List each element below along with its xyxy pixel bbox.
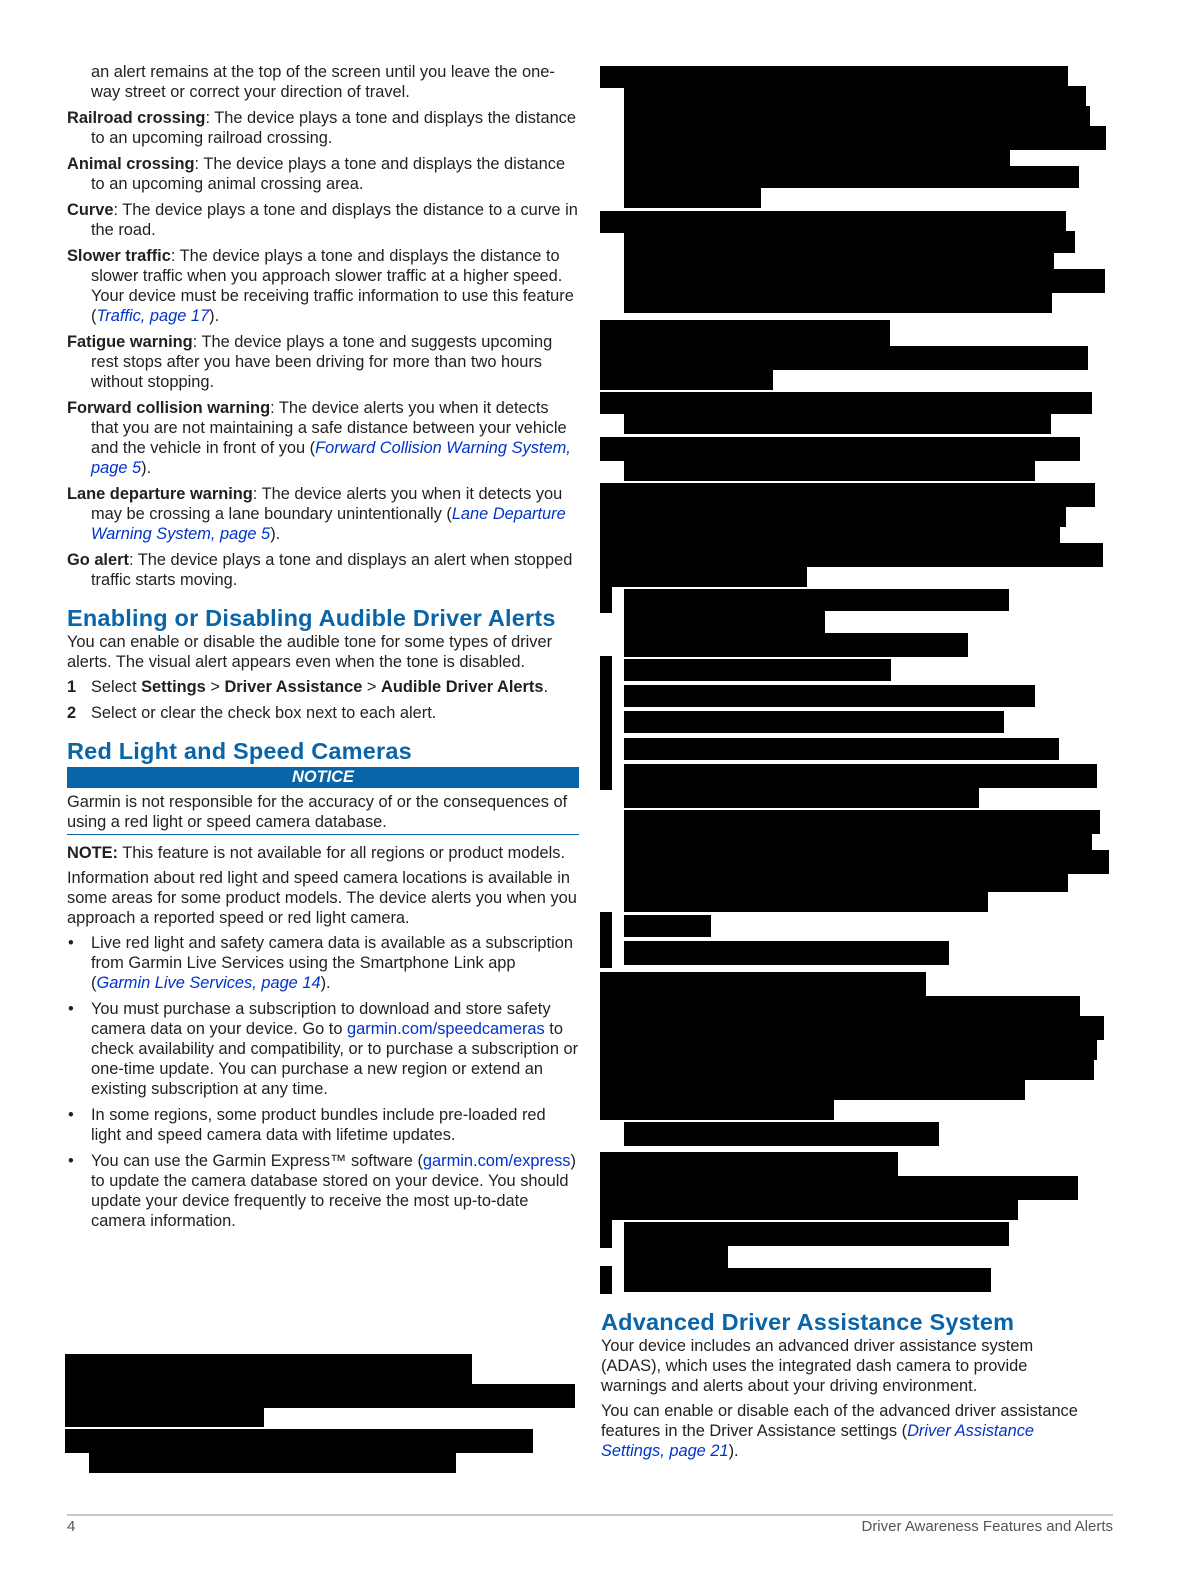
notice-text: Garmin is not responsible for the accuracy of or the consequences of using a red light or speed camera database.	[67, 788, 579, 835]
redaction-bar	[624, 738, 1059, 760]
redaction-bar	[624, 1222, 1009, 1246]
step-1: 1 Select Settings > Driver Assistance > Audible Driver Alerts.	[67, 678, 549, 696]
redaction-bar	[600, 211, 1066, 233]
alert-definition	[67, 332, 579, 392]
alert-definition	[67, 200, 579, 240]
alert-term: Curve	[67, 201, 114, 219]
redaction-bar	[600, 437, 1080, 461]
alert-definition	[67, 484, 579, 544]
alert-description: : The device plays a tone and displays the distance to an upcoming railroad crossing.	[91, 109, 576, 147]
audible-alerts-heading: Enabling or Disabling Audible Driver Alerts	[67, 605, 556, 631]
redaction-bar	[600, 656, 612, 790]
garmin-live-services-link[interactable]: Garmin Live Services, page 14	[96, 974, 321, 992]
redaction-bar	[624, 890, 988, 912]
alert-tail: ).	[209, 307, 220, 325]
alert-definition	[67, 108, 579, 148]
redaction-bar	[624, 1246, 728, 1268]
redaction-bar	[600, 525, 1060, 545]
redaction-bar	[624, 106, 1090, 128]
redaction-bar	[624, 633, 968, 657]
redaction-bar	[624, 148, 1010, 168]
redaction-bar	[600, 912, 612, 968]
redaction-bar	[624, 291, 1052, 313]
redaction-bar	[65, 1408, 264, 1427]
alert-description: : The device plays a tone and suggests upcoming rest stops after you have been driving for more than two hours without stopping.	[91, 333, 553, 391]
redaction-bar	[600, 392, 1092, 414]
redaction-bar	[600, 1152, 898, 1178]
alert-term: Railroad crossing	[67, 109, 206, 127]
alert-term: Animal crossing	[67, 155, 195, 173]
adas-body-1: Your device includes an advanced driver assistance system (ADAS), which uses the integrated dash camera to provide warnings and alerts about your driving environment.	[601, 1337, 1034, 1395]
cameras-info: Information about red light and speed camera locations is available in some areas for some product models. The device alerts you when you approach a reported speed or red light camera.	[67, 869, 577, 927]
redaction-bar	[624, 166, 1079, 188]
alert-tail: ).	[141, 459, 152, 477]
redaction-bar	[624, 915, 711, 937]
redaction-bar	[624, 659, 891, 681]
alert-description: : The device alerts you when it detects you may be crossing a lane boundary unintentionally (	[91, 485, 563, 523]
settings-menu-ref: Settings	[141, 678, 206, 696]
redaction-bar	[600, 565, 807, 587]
speedcameras-url-link[interactable]: garmin.com/speedcameras	[347, 1020, 545, 1038]
redaction-bar	[600, 543, 1103, 567]
redaction-bar	[624, 832, 1092, 852]
driver-alert-list	[67, 108, 579, 590]
redaction-bar	[624, 589, 1009, 611]
bullet-subscription: • You must purchase a subscription to download and store safety camera data on your device. Go to garmin.com/speedcameras to check availability and compatibility, or to purchase a subscription or one-time update. You can purchase a new region or extend an existing subscription at any time.	[68, 1000, 579, 1098]
audible-alerts-steps	[67, 677, 579, 723]
adas-heading: Advanced Driver Assistance System	[601, 1309, 1015, 1335]
footer-section-title: Driver Awareness Features and Alerts	[861, 1518, 1113, 1535]
redaction-bar	[600, 368, 773, 390]
redaction-bar	[600, 1098, 834, 1120]
redaction-bar	[624, 412, 1051, 434]
redaction-bar	[600, 505, 1066, 527]
redaction-bar	[624, 850, 1109, 874]
alert-description: : The device plays a tone and displays the distance to a curve in the road.	[91, 201, 578, 239]
step-2: 2 Select or clear the check box next to each alert.	[67, 704, 437, 722]
redaction-bar	[89, 1453, 456, 1473]
alert-definition	[67, 398, 579, 478]
driver-assistance-settings-link[interactable]: Driver Assistance Settings, page 21	[601, 1422, 1035, 1460]
redaction-bar	[624, 711, 1004, 733]
redaction-bar	[600, 1220, 612, 1248]
redaction-bar	[600, 996, 1080, 1018]
redaction-bar	[624, 872, 1068, 892]
alert-description: : The device plays a tone and displays the distance to an upcoming animal crossing area.	[91, 155, 566, 193]
alert-definition	[67, 154, 579, 194]
audible-driver-alerts-menu-ref: Audible Driver Alerts	[381, 678, 544, 696]
redaction-bar	[600, 587, 612, 613]
redaction-bar	[624, 251, 1054, 271]
redaction-bar	[600, 972, 926, 998]
redaction-bar	[600, 346, 1088, 370]
redaction-bar	[624, 764, 1097, 788]
cameras-heading: Red Light and Speed Cameras	[67, 738, 412, 764]
express-url-link[interactable]: garmin.com/express	[422, 1152, 571, 1170]
redaction-bar	[624, 1268, 991, 1292]
alert-definition	[67, 246, 579, 326]
redaction-bar	[624, 86, 1086, 108]
redaction-bar	[65, 1354, 472, 1384]
alert-term: Lane departure warning	[67, 485, 253, 503]
alert-cross-reference-link[interactable]: Lane Departure Warning System, page 5	[91, 505, 566, 543]
redaction-bar	[624, 685, 1035, 707]
page-number: 4	[67, 1518, 76, 1535]
redaction-bar	[624, 786, 979, 808]
redaction-bar	[600, 1198, 1018, 1220]
one-way-alert-continuation: an alert remains at the top of the screen until you leave the one-way street or correct your direction of travel.	[91, 63, 555, 101]
adas-section	[601, 1308, 1091, 1466]
bullet-express: • You can use the Garmin Express™ software (garmin.com/express) to update the camera database stored on your device. You should update your device frequently to receive the most up-to-date camera information.	[68, 1152, 576, 1230]
bullet-preloaded: • In some regions, some product bundles include pre-loaded red light and speed camera data with lifetime updates.	[68, 1106, 546, 1144]
redaction-bar	[600, 320, 890, 346]
redaction-bar	[600, 1038, 1097, 1060]
alert-description: : The device plays a tone and displays the distance to slower traffic when you approach slower traffic at a higher speed. Your device must be receiving traffic information to use this feature (	[91, 247, 574, 325]
redaction-bar	[624, 941, 949, 965]
alert-term: Fatigue warning	[67, 333, 193, 351]
notice-banner: NOTICE	[67, 767, 579, 788]
alert-tail: ).	[270, 525, 281, 543]
redaction-bar	[624, 126, 1106, 150]
cameras-note: NOTE: This feature is not available for all regions or product models.	[67, 844, 566, 862]
redaction-bar	[600, 483, 1095, 507]
redaction-bar	[600, 1016, 1104, 1040]
footer-divider	[67, 1514, 1113, 1516]
alert-description: : The device plays a tone and displays an alert when stopped traffic starts moving.	[91, 551, 573, 589]
audible-alerts-body: You can enable or disable the audible tone for some types of driver alerts. The visual alert appears even when the tone is disabled.	[67, 633, 553, 671]
adas-body-2: You can enable or disable each of the advanced driver assistance features in the Driver Assistance settings (Driver Assistance Settings, page 21).	[601, 1402, 1078, 1460]
alert-term: Forward collision warning	[67, 399, 271, 417]
bullet-live-data: • Live red light and safety camera data is available as a subscription from Garmin Live Services using the Smartphone Link app (Garmin Live Services, page 14).	[68, 934, 573, 992]
alert-cross-reference-link[interactable]: Traffic, page 17	[96, 307, 210, 325]
driver-assistance-menu-ref: Driver Assistance	[224, 678, 363, 696]
alert-term: Slower traffic	[67, 247, 171, 265]
cameras-bullets	[67, 933, 579, 1231]
redaction-bar	[624, 269, 1105, 293]
redaction-bar	[600, 1266, 612, 1294]
alert-definition	[67, 550, 579, 590]
redaction-bar	[624, 459, 1035, 481]
redaction-bar	[624, 611, 825, 633]
redaction-bar	[624, 231, 1075, 253]
alert-cross-reference-link[interactable]: Forward Collision Warning System, page 5	[91, 439, 571, 477]
alert-description: : The device alerts you when it detects that you are not maintaining a safe distance between your vehicle and the vehicle in front of you (	[91, 399, 567, 457]
redaction-bar	[624, 1122, 939, 1146]
redaction-bar	[600, 1058, 1094, 1080]
redaction-bar	[600, 1078, 1025, 1100]
redaction-bar	[624, 186, 761, 208]
redaction-bar	[65, 1429, 533, 1453]
redaction-bar	[600, 66, 1068, 88]
alert-term: Go alert	[67, 551, 129, 569]
redaction-bar	[600, 1176, 1078, 1200]
left-column	[67, 62, 579, 1237]
redaction-bar	[624, 810, 1100, 834]
redaction-bar	[65, 1384, 575, 1408]
